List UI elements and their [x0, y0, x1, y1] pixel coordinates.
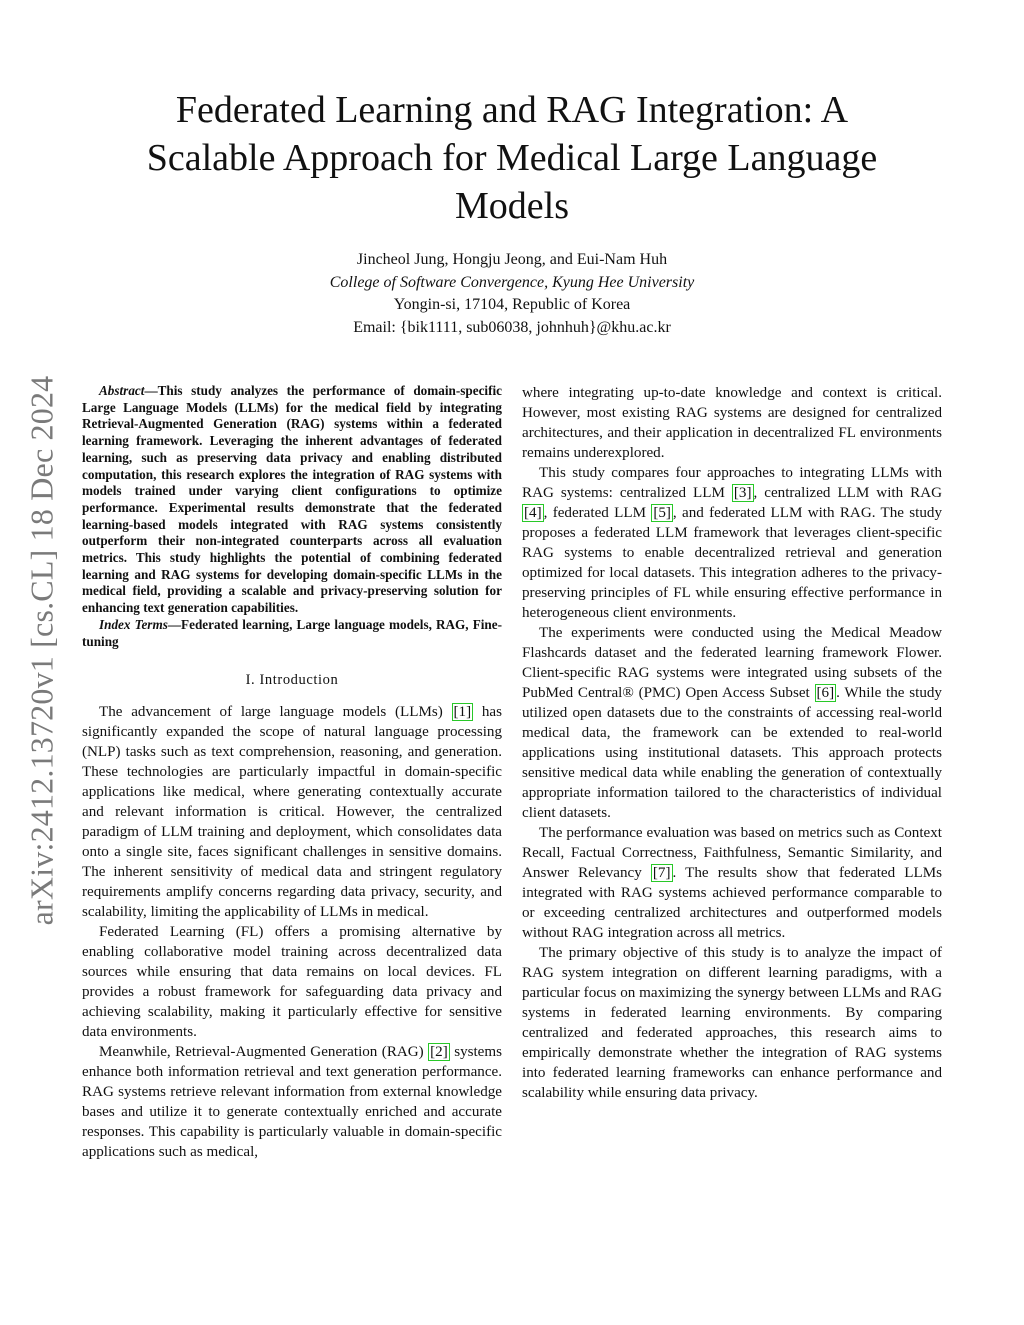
citation-link[interactable]: [6] — [816, 685, 835, 701]
right-column — [522, 383, 942, 1103]
citation-link[interactable]: [4] — [524, 505, 542, 521]
arxiv-id: arXiv:2412.13720v1 [cs.CL] 18 Dec 2024 — [23, 375, 60, 925]
title-line-2: Scalable Approach for Medical Large Language — [146, 137, 878, 179]
intro-paragraph-2: Federated Learning (FL) offers a promising alternative by enabling collaborative model training across decentralized data sources while ensuring that data remains on local devices. FL provides a robust framework for safeguarding data privacy and achieving scalability, making it particularly effective for sensitive data environments. — [82, 924, 502, 1041]
intro-paragraph-6: The performance evaluation was based on metrics such as Context Recall, Factual Correctness, Faithfulness, Semantic Similarity, and Answer Relevancy [7] . The results show that federated LLMs integrated with RAG systems achieved performance comparable to or exceeding centralized architectures and outperformed models without RAG integration across all metrics. — [522, 825, 943, 941]
citation-link[interactable]: [3] — [733, 485, 752, 501]
intro-paragraph-7: The primary objective of this study is to analyze the impact of RAG system integration on different learning paradigms, with a particular focus on maximizing the synergy between LLMs and RAG systems in federated learning environments. By comparing centralized and federated approaches, this research aims to empirically demonstrate whether the integration of RAG systems into federated learning frameworks can enhance performance and scalability while ensuring data privacy. — [522, 945, 942, 1101]
author-affiliation: College of Software Convergence, Kyung Hee University — [329, 273, 695, 291]
index-terms-text: —Federated learning, Large language models, RAG, Fine-tuning — [82, 616, 502, 649]
citation-link[interactable]: [5] — [653, 505, 671, 521]
citation-link[interactable]: [7] — [652, 865, 671, 881]
index-terms-label: Index Terms — [99, 616, 168, 632]
author-block — [200, 249, 824, 339]
paper-title — [100, 86, 924, 230]
intro-paragraph-1: The advancement of large language models (LLMs) [1] has significantly expanded the scope of natural language processing (NLP) tasks such as text comprehension, reasoning, and generation. These technologies are particularly impactful in domain-specific applications like medical, where generating contextually accurate and relevant information is critical. However, the centralized paradigm of LLM training and deployment, which consolidates data onto a single site, faces significant challenges in sensitive domains. The inherent sensitivity of medical data and stringent regulatory requirements amplify concerns regarding data privacy, security, and scalability, limiting the applicability of LLMs in medical. — [82, 704, 502, 921]
abstract-text: —This study analyzes the performance of domain-specific Large Language Models (LLMs) for the medical field by integrating Retrieval-Augmented Generation (RAG) systems within a federated learning framework. Leveraging the inherent advantages of federated learning, such as preserving data privacy and enabling distributed computation, this research explores the integration of RAG systems with models trained under varying client configurations to optimize performance. Experimental results demonstrate that the federated learning-based models integrated with RAG systems consistently outperform their non-integrated counterparts across all evaluation metrics. This study highlights the potential of combining federated learning and RAG systems for developing domain-specific LLMs in the medical field, providing a scalable and privacy-preserving solution for enhancing text generation capabilities. — [82, 383, 502, 616]
arxiv-sidebar-stamp — [20, 355, 64, 945]
left-column — [82, 383, 502, 1162]
author-email: Email: {bik1111, sub06038, johnhuh}@khu.ac.kr — [353, 318, 671, 336]
intro-paragraph-3: Meanwhile, Retrieval-Augmented Generation (RAG) [2] systems enhance both information retrieval and text generation performance. RAG systems retrieve relevant information from external knowledge bases and utilize it to generate contextually enriched and accurate responses. This capability is particularly valuable in domain-specific applications such as medical, — [82, 1044, 503, 1161]
intro-paragraph-5: The experiments were conducted using the Medical Meadow Flashcards dataset and the federated learning framework Flower. Client-specific RAG systems were integrated using subsets of the PubMed Central® (PMC) Open Access Subset [6] . While the study utilized open datasets due to the constraints of accessing real-world medical data, the framework can be extended to real-world applications using institutional datasets. This approach protects sensitive medical data while enabling the generation of contextually appropriate information tailored to the characteristics of individual client datasets. — [522, 625, 942, 821]
intro-paragraph-4: This study compares four approaches to integrating LLMs with RAG systems: centralized LLM [3] , centralized LLM with RAG [4] , federated LLM [5] , and federated LLM with RAG. The study proposes a federated LLM framework that leverages client-specific RAG systems to enable decentralized retrieval and generation optimized for local datasets. This integration adheres to the privacy-preserving principles of FL while ensuring effective performance in heterogeneous client environments. — [522, 465, 943, 621]
author-address: Yongin-si, 17104, Republic of Korea — [393, 296, 631, 313]
section-heading-introduction: I. Introduction — [245, 672, 339, 689]
title-line-3: Models — [455, 185, 569, 227]
abstract — [82, 383, 502, 617]
abstract-label: Abstract — [99, 383, 145, 398]
author-names: Jincheol Jung, Hongju Jeong, and Eui-Nam Huh — [356, 251, 668, 268]
citation-link[interactable]: [1] — [453, 704, 472, 721]
citation-link[interactable]: [2] — [430, 1044, 448, 1061]
intro-paragraph-3-continued: where integrating up-to-date knowledge and context is critical. However, most existing RAG systems are designed for centralized architectures, and their application in decentralized FL environments remains underexplored. — [522, 385, 942, 461]
index-terms — [82, 617, 502, 650]
title-line-1: Federated Learning and RAG Integration: A — [175, 89, 849, 131]
